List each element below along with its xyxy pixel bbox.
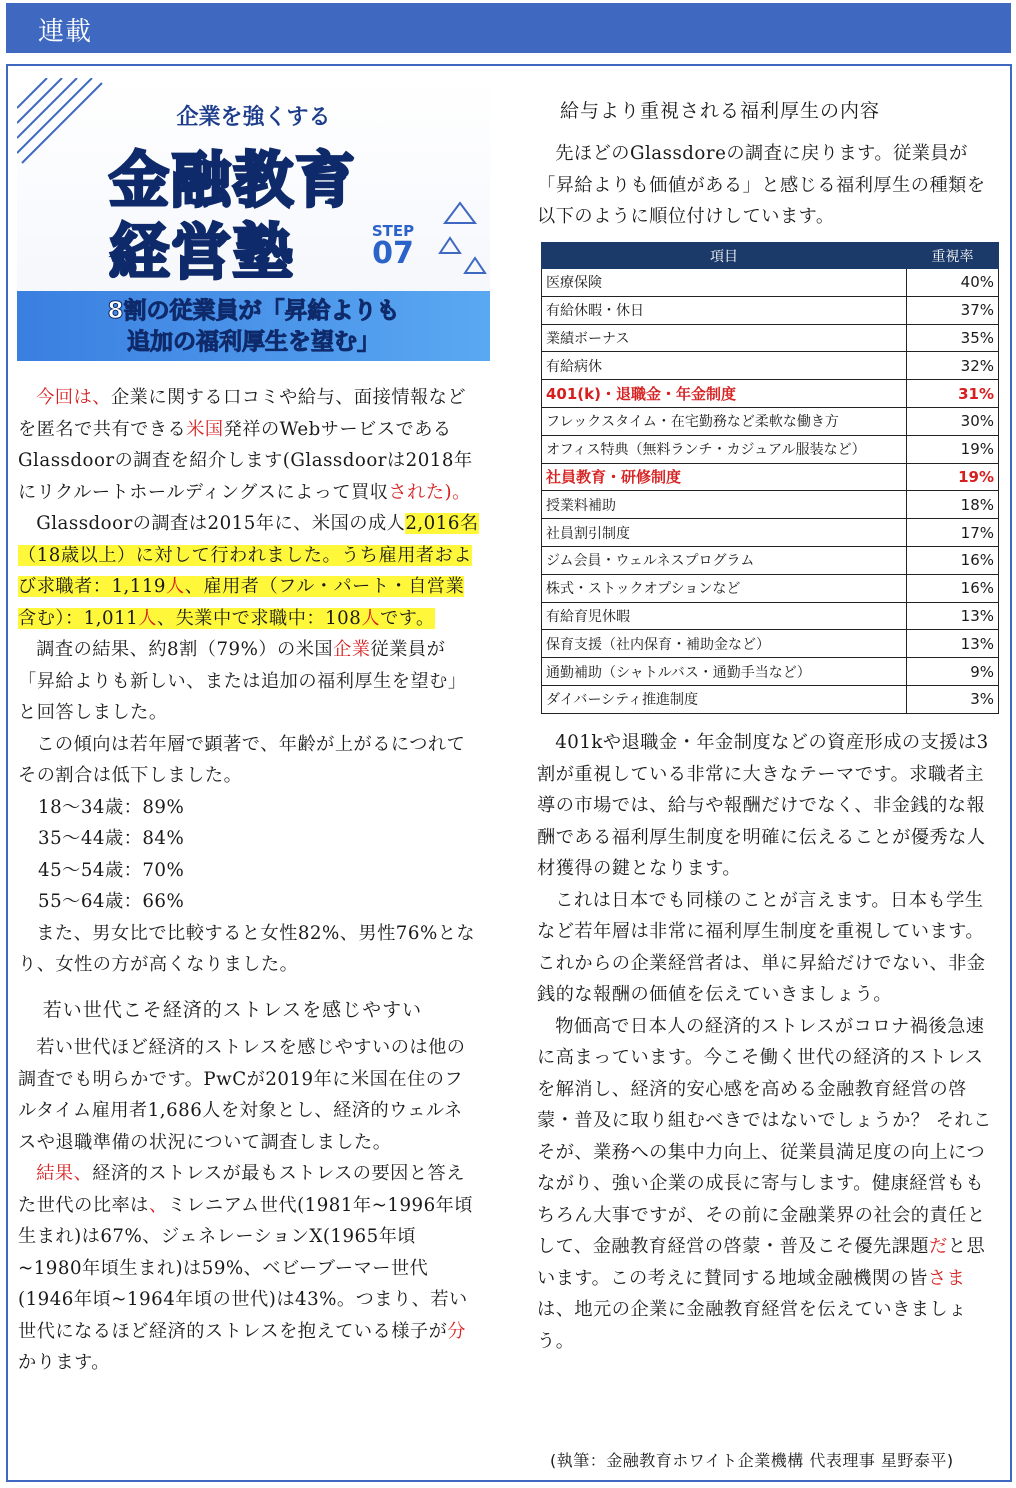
column-header-rate: 重視率 [907,243,999,269]
right-column-intro [537,138,999,233]
triangle-decoration [430,198,490,288]
paragraph: これは日本でも同様のことが言えます。日本も学生など若年層は非常に福利厚生制度を重視しています。これからの企業経営者は、単に昇給だけでない、非金銭的な報酬の価値を伝えていきましょう。 [537,889,986,1005]
table-row [542,463,999,491]
benefit-rate: 30% [907,407,999,435]
benefit-rate: 17% [907,519,999,547]
paragraph: 結果、経済的ストレスが最もストレスの要因と答えた世代の比率は、ミレニアム世代(1981年~1996年頃生まれ)は67%、ジェネレーションX(1965年頃~1980年頃生まれ)は59%、ベビーブーマー世代(1946年頃~1964年頃の世代)は43%。つまり、若い世代になるほど経済的ストレスを抱えている様子が分かります。 [18,1163,474,1373]
headline-line1: 8割の従業員が「昇給よりも [107,298,400,324]
benefit-item: ダイバーシティ推進制度 [542,685,907,713]
left-column [18,382,480,1379]
paragraph: 先ほどのGlassdoreの調査に戻ります。従業員が「昇給よりも価値がある」と感じる福利厚生の種類を以下のように順位付けしています。 [537,143,986,227]
benefits-table [541,242,999,714]
paragraph: この傾向は若年層で顕著で、年齢が上がるにつれてその割合は低下しました。 [18,733,466,786]
author-credit: (執筆：金融教育ホワイト企業機構 代表理事 星野泰平) [550,1451,954,1470]
benefit-item: 有給休暇・休日 [542,296,907,324]
paragraph: 若い世代ほど経済的ストレスを感じやすいのは他の調査でも明らかです。PwCが2019年に米国在住のフルタイム雇用者1,686人を対象とし、経済的ウェルネスや退職準備の状況について調査しました。 [18,1037,466,1153]
step-number: 07 [372,236,414,271]
table-row [542,407,999,435]
section-header-bar [6,3,1011,53]
table-row [542,352,999,380]
table-row [542,602,999,630]
step-label: STEP [371,222,415,240]
section-heading: 若い世代こそ経済的ストレスを感じやすい [42,998,423,1021]
banner-title-line2: 経営塾 [109,218,295,288]
benefit-rate: 40% [907,269,999,297]
list-item: 18～34歳：89% [38,796,185,818]
banner-subtitle: 企業を強くする [176,105,331,130]
table-row [542,491,999,519]
benefit-item: 社員教育・研修制度 [542,463,907,491]
table-row [542,380,999,408]
benefit-rate: 19% [907,463,999,491]
banner-headline [17,291,490,361]
table-row [542,296,999,324]
section-label: 連載 [38,17,93,47]
section-heading: 給与より重視される福利厚生の内容 [560,100,881,122]
benefit-rate: 13% [907,630,999,658]
table-header-row [542,243,999,269]
benefit-item: 有給病休 [542,352,907,380]
benefit-rate: 35% [907,324,999,352]
benefit-item: 授業料補助 [542,491,907,519]
benefit-item: 社員割引制度 [542,519,907,547]
benefit-rate: 3% [907,685,999,713]
benefit-item: 株式・ストックオプションなど [542,574,907,602]
paragraph: 調査の結果、約8割（79%）の米国企業従業員が「昇給よりも新しい、または追加の福利厚生を望む」と回答しました。 [18,639,467,723]
list-item: 45～54歳：70% [38,859,185,881]
benefit-item: 医療保険 [542,269,907,297]
benefit-item: オフィス特典（無料ランチ・カジュアル服装など） [542,435,907,463]
table-row [542,324,999,352]
column-header-item: 項目 [542,243,907,269]
benefit-rate: 31% [907,380,999,408]
table-row [542,519,999,547]
table-row [542,630,999,658]
benefit-item: ジム会員・ウェルネスプログラム [542,546,907,574]
benefit-rate: 16% [907,546,999,574]
table-row [542,546,999,574]
right-column-body [537,727,999,1357]
benefit-item: 保育支援（社内保育・補助金など） [542,630,907,658]
benefit-rate: 37% [907,296,999,324]
benefit-item: 401(k)・退職金・年金制度 [542,380,907,408]
table-row [542,269,999,297]
series-banner [17,78,490,361]
paragraph: また、男女比で比較すると女性82%、男性76%となり、女性の方が高くなりました。 [18,922,476,975]
benefit-rate: 9% [907,658,999,686]
age-list [18,792,480,918]
benefit-item: 通勤補助（シャトルバス・通勤手当など） [542,658,907,686]
benefit-rate: 13% [907,602,999,630]
banner-title-line1: 金融教育 [109,146,357,216]
benefit-rate: 18% [907,491,999,519]
benefit-rate: 19% [907,435,999,463]
benefit-rate: 16% [907,574,999,602]
table-row [542,435,999,463]
step-badge [363,222,423,271]
paragraph: 401kや退職金・年金制度などの資産形成の支援は3割が重視している非常に大きなテーマです。求職者主導の市場では、給与や報酬だけでなく、非金銭的な報酬である福利厚生制度を明確に伝えることが優秀な人材獲得の鍵となります。 [537,732,989,879]
benefit-item: 有給育児休暇 [542,602,907,630]
table-row [542,574,999,602]
table-row [542,685,999,713]
list-item: 35～44歳：84% [38,828,185,849]
benefit-rate: 32% [907,352,999,380]
table-row [542,658,999,686]
headline-line2: 追加の福利厚生を望む」 [127,329,380,355]
list-item: 55～64歳：66% [38,891,185,912]
benefit-item: 業績ボーナス [542,324,907,352]
paragraph: 今回は、企業に関する口コミや給与、面接情報などを匿名で共有できる米国発祥のWebサービスであるGlassdoorの調査を紹介します(Glassdoorは2018年にリクルートホールディングスによって買収された)。 [18,387,473,503]
paragraph: Glassdoorの調査は2015年に、米国の成人2,016名（18歳以上）に対して行われました。うち雇用者および求職者：1,119人、雇用者（フル・パート・自営業含む）：1,011人、失業中で求職中：108人です。 [18,513,479,629]
benefit-item: フレックスタイム・在宅勤務など柔軟な働き方 [542,407,907,435]
paragraph: 物価高で日本人の経済的ストレスがコロナ禍後急速に高まっています。今こそ働く世代の経済的ストレスを解消し、経済的安心感を高める金融教育経営の啓蒙・普及に取り組むべきではないでしょうか？ それこそが、業務への集中力向上、従業員満足度の向上につながり、強い企業の成長に寄与します。健康経営ももちろん大事ですが、その前に金融業界の社会的責任として、金融教育経営の啓蒙・普及こそ優先課題だと思います。この考えに賛同する地域金融機関の皆さまは、地元の企業に金融教育経営を伝えていきましょう。 [537,1015,992,1352]
